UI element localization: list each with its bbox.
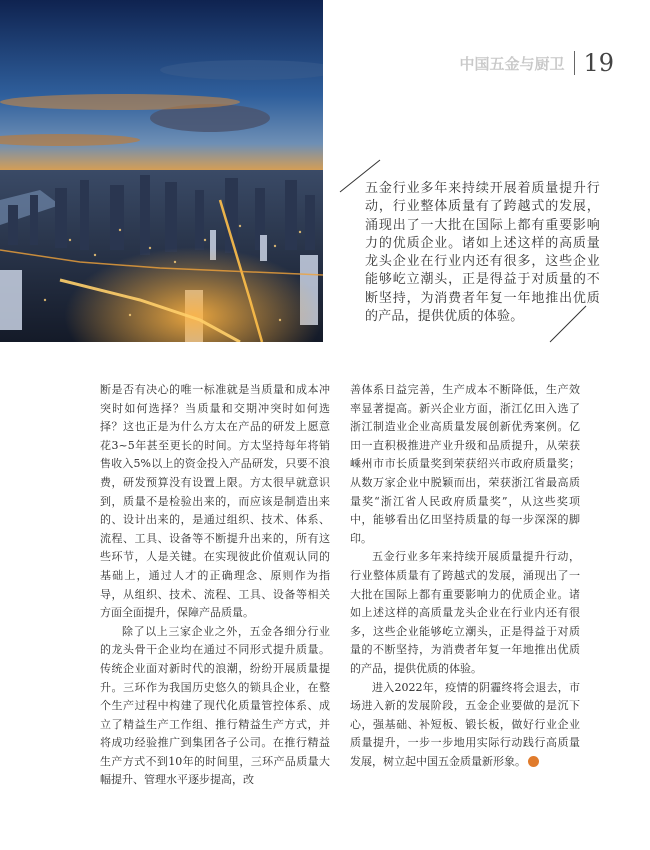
body-column-right [350, 381, 580, 771]
paragraph: 除了以上三家企业之外，五金各细分行业的龙头骨干企业均在通过不同形式提升质量。传统企业面对新时代的浪潮，纷纷开展质量提升。三环作为我国历史悠久的锁具企业，在整个生产过程中构建了现代化质量管控体系、成立了精益生产工作组、推行精益生产方式，并将成功经验推广到集团各子公司。在推行精益生产方式不到10年的时间里，三环产品质量大幅提升、管理水平逐步提高，改 [100, 624, 330, 787]
header-divider [574, 51, 575, 75]
paragraph-last [350, 679, 580, 772]
page-number: 19 [583, 49, 614, 77]
paragraph-text: 进入2022年，疫情的阴霾终将会退去，市场进入新的发展阶段，五金企业要做的是沉下心，强基础、补短板、锻长板，做好行业企业质量提升，一步一步地用实际行动践行高质量发展，树立起中国五金质量新形象。 [350, 680, 580, 768]
article-end-icon: 阅 [528, 756, 539, 767]
page-header [459, 50, 614, 76]
body-column-left [100, 381, 330, 790]
paragraph: 善体系日益完善，生产成本不断降低，生产效率显著提高。新兴企业方面，浙江亿田入选了浙江制造业企业高质量发展创新优秀案例。亿田一直积极推进产业升级和品质提升，从荣获嵊州市市长质量奖到荣获绍兴市政府质量奖；从数万家企业中脱颖而出，荣获浙江省最高质量奖“浙江省人民政府质量奖”，从这些奖项中，能够看出亿田坚持质量的每一步深深的脚印。 [350, 383, 580, 545]
quote-close-slash [548, 304, 588, 344]
pull-quote: 五金行业多年来持续开展着质量提升行动，行业整体质量有了跨越式的发展，涌现出了一大批在国际上都有重要影响力的优质企业。诸如上述这样的高质量龙头企业在行业内还有很多，这些企业能够屹立潮头，正是得益于对质量的不断坚持，为消费者年复一年地推出优质的产品，提供优质的体验。 [365, 181, 600, 325]
paragraph: 五金行业多年来持续开展质量提升行动，行业整体质量有了跨越式的发展，涌现出了一大批在国际上都有重要影响力的优质企业。诸如上述这样的高质量龙头企业在行业内还有很多，这些企业能够屹立潮头，正是得益于对质量的不断坚持，为消费者年复一年地推出优质的产品，提供优质的体验。 [350, 550, 580, 675]
magazine-name: 中国五金与厨卫 [459, 54, 565, 73]
city-skyline-photo [0, 0, 323, 342]
skyline-illustration [0, 0, 323, 342]
paragraph: 断是否有决心的唯一标准就是当质量和成本冲突时如何选择？当质量和交期冲突时如何选择？这也正是为什么方太在产品的研发上愿意花3~5年甚至更长的时间。方太坚持每年将销售收入5%以上的资金投入产品研发，只要不浪费，研发预算没有设置上限。方太很早就意识到，质量不是检验出来的，而应该是制造出来的、设计出来的，是通过组织、技术、体系、流程、工具、设备等不断提升出来的，所有这些环节，人是关键。在实现彼此价值观认同的基础上，通过人才的正确理念、原则作为指导，从组织、技术、流程、工具、设备等相关方面全面提升，保障产品质量。 [100, 383, 330, 620]
